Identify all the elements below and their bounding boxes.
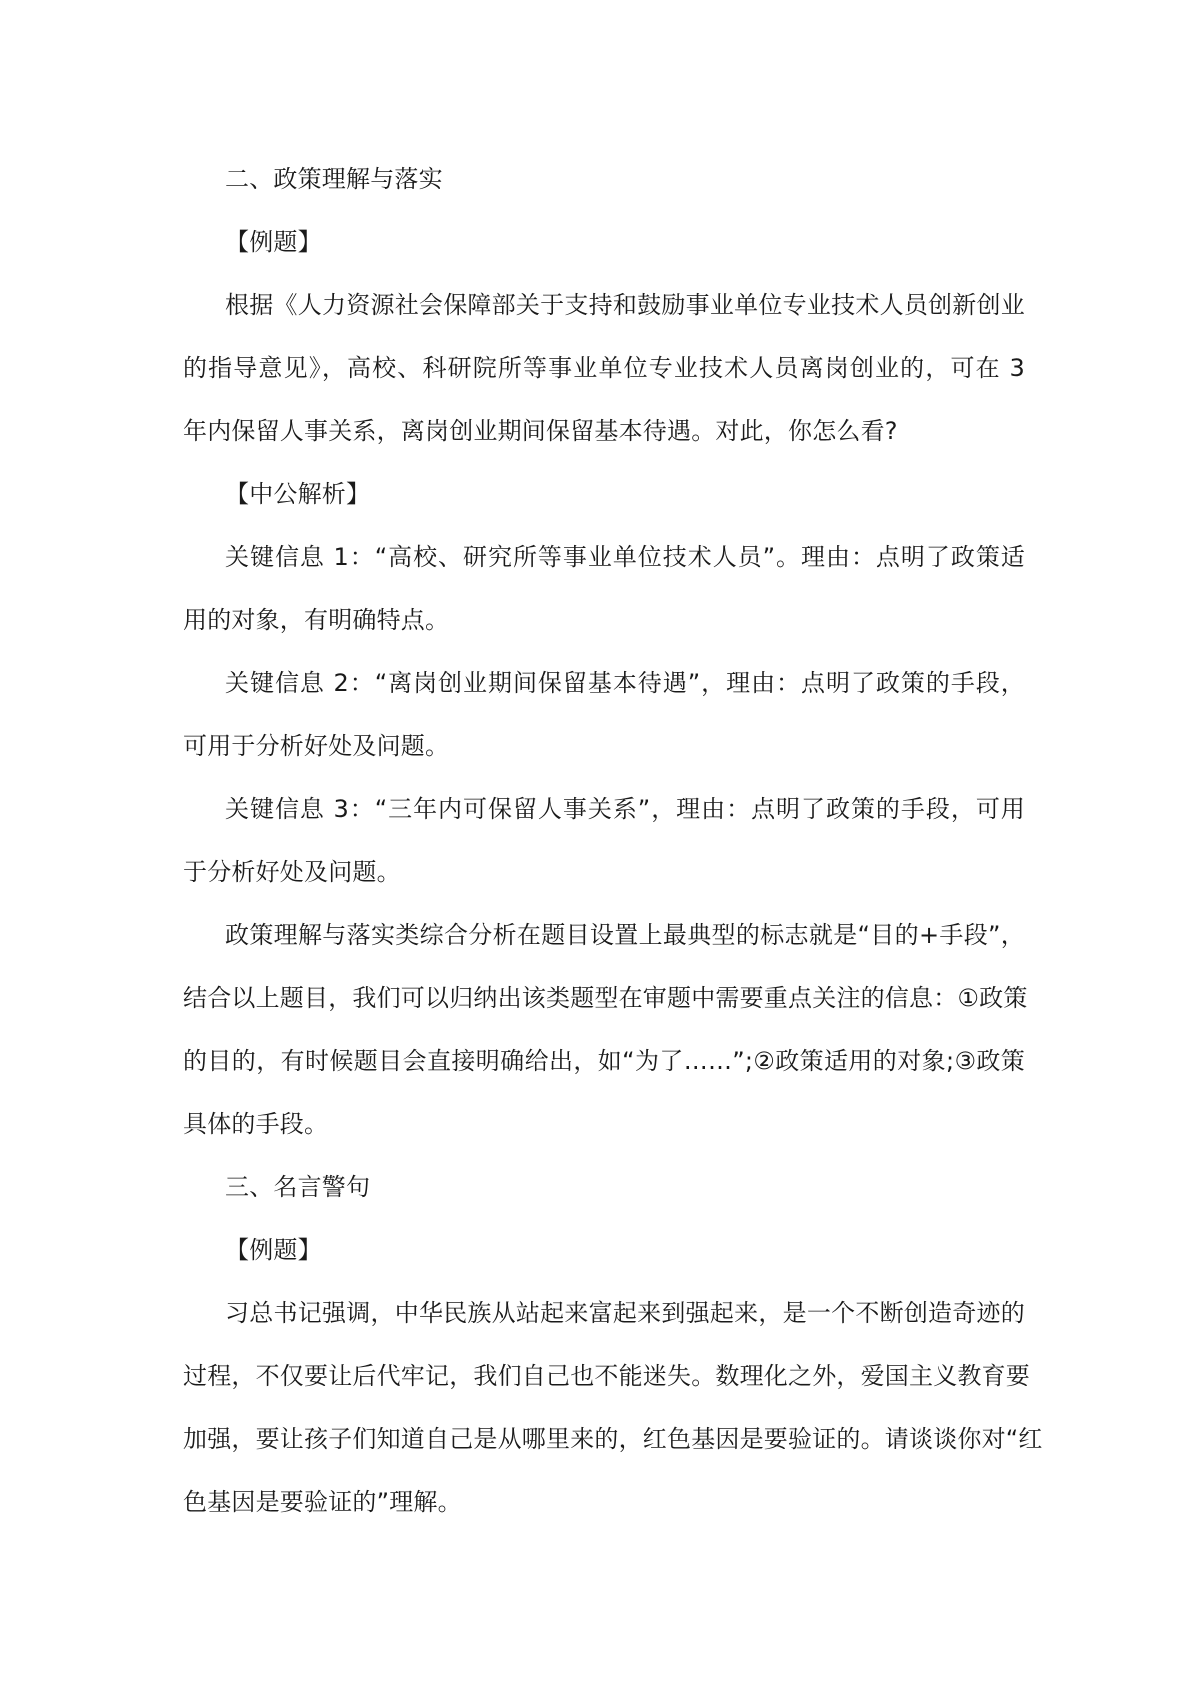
example-label: 【例题】: [225, 1236, 322, 1264]
paragraph-line: 政策理解与落实类综合分析在题目设置上最典型的标志就是“目的+手段”，: [225, 921, 1025, 949]
section-heading-quotes: 三、名言警句: [225, 1173, 371, 1201]
paragraph-line: 习总书记强调，中华民族从站起来富起来到强起来，是一个不断创造奇迹的: [225, 1299, 1025, 1327]
paragraph-line: 根据《人力资源社会保障部关于支持和鼓励事业单位专业技术人员创新创业: [225, 291, 1025, 319]
document-body: [183, 148, 1043, 1534]
paragraph-line: 结合以上题目，我们可以归纳出该类题型在审题中需要重点关注的信息：①政策: [183, 984, 1028, 1012]
analysis-label: 【中公解析】: [225, 480, 371, 508]
example-label: 【例题】: [225, 228, 322, 256]
paragraph-line: 过程，不仅要让后代牢记，我们自己也不能迷失。数理化之外，爱国主义教育要: [183, 1362, 1030, 1390]
paragraph-line: 色基因是要验证的”理解。: [183, 1488, 462, 1516]
paragraph-line: 关键信息 1：“高校、研究所等事业单位技术人员”。理由：点明了政策适: [225, 543, 1025, 571]
paragraph-line: 关键信息 3：“三年内可保留人事关系”，理由：点明了政策的手段，可用: [225, 795, 1025, 823]
section-heading-policy: 二、政策理解与落实: [225, 165, 443, 193]
paragraph-line: 的指导意见》，高校、科研院所等事业单位专业技术人员离岗创业的，可在 3: [183, 354, 1025, 382]
paragraph-line: 加强，要让孩子们知道自己是从哪里来的，红色基因是要验证的。请谈谈你对“红: [183, 1425, 1043, 1453]
paragraph-line: 年内保留人事关系，离岗创业期间保留基本待遇。对此，你怎么看?: [183, 417, 898, 445]
paragraph-line: 关键信息 2：“离岗创业期间保留基本待遇”，理由：点明了政策的手段，: [225, 669, 1025, 697]
paragraph-line: 可用于分析好处及问题。: [183, 732, 450, 760]
paragraph-line: 具体的手段。: [183, 1110, 329, 1138]
paragraph-line: 用的对象，有明确特点。: [183, 606, 450, 634]
paragraph-line: 于分析好处及问题。: [183, 858, 401, 886]
paragraph-line: 的目的，有时候题目会直接明确给出，如“为了……”;②政策适用的对象;③政策: [183, 1047, 1025, 1075]
